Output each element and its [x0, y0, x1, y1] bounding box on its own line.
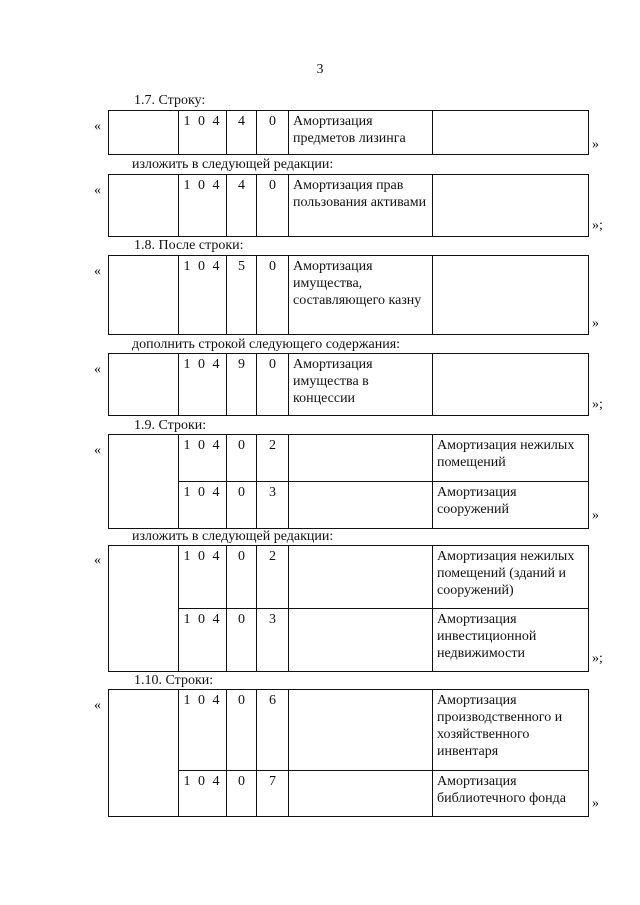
code-cell: 4 [227, 175, 257, 237]
table-old-row [108, 110, 589, 155]
code-cell: 0 [257, 111, 289, 155]
code-cell: 0 [227, 435, 257, 482]
empty-cell [289, 609, 433, 672]
empty-cell [433, 354, 589, 416]
close-quote: » [592, 137, 599, 152]
code-cell: 3 [257, 609, 289, 672]
name-cell: Амортизация имущества, составляющего казну [289, 256, 433, 335]
code-cell: 7 [257, 771, 289, 817]
code-cell: 1 0 4 [179, 609, 227, 672]
empty-cell [109, 354, 179, 416]
table-row [109, 546, 589, 609]
open-quote: « [94, 362, 101, 377]
section-heading: 1.9. Строки: [134, 418, 207, 433]
table-row [109, 771, 589, 817]
code-cell: 1 0 4 [179, 482, 227, 529]
table-old-row [108, 255, 589, 335]
close-quote: »; [592, 397, 603, 412]
code-cell: 1 0 4 [179, 354, 227, 416]
empty-cell [289, 482, 433, 529]
code-cell: 1 0 4 [179, 111, 227, 155]
table-row [109, 482, 589, 529]
close-quote: » [592, 316, 599, 331]
empty-cell [109, 690, 179, 817]
empty-cell [433, 256, 589, 335]
open-quote: « [94, 553, 101, 568]
table-old-rows [108, 689, 589, 817]
name-cell: Амортизация имущества в концессии [289, 354, 433, 416]
section-heading: 1.7. Строку: [134, 93, 206, 108]
name-cell: Амортизация прав пользования активами [289, 175, 433, 237]
open-quote: « [94, 443, 101, 458]
empty-cell [109, 546, 179, 672]
name-cell: Амортизация нежилых помещений [433, 435, 589, 482]
section-heading: 1.10. Строки: [134, 673, 214, 688]
code-cell: 0 [257, 354, 289, 416]
code-cell: 0 [227, 771, 257, 817]
close-quote: »; [592, 218, 603, 233]
code-cell: 0 [257, 256, 289, 335]
open-quote: « [94, 264, 101, 279]
empty-cell [109, 256, 179, 335]
table-row [109, 256, 589, 335]
name-cell: Амортизация предметов лизинга [289, 111, 433, 155]
code-cell: 1 0 4 [179, 690, 227, 771]
code-cell: 1 0 4 [179, 546, 227, 609]
table-old-rows [108, 434, 589, 529]
open-quote: « [94, 119, 101, 134]
code-cell: 0 [227, 609, 257, 672]
table-row [109, 609, 589, 672]
code-cell: 2 [257, 435, 289, 482]
page-number: 3 [316, 62, 324, 77]
code-cell: 3 [257, 482, 289, 529]
code-cell: 4 [227, 111, 257, 155]
empty-cell [109, 435, 179, 529]
code-cell: 1 0 4 [179, 771, 227, 817]
name-cell: Амортизация нежилых помещений (зданий и сооружений) [433, 546, 589, 609]
code-cell: 1 0 4 [179, 175, 227, 237]
table-new-row [108, 174, 589, 237]
name-cell: Амортизация производственного и хозяйственного инвентаря [433, 690, 589, 771]
code-cell: 0 [257, 175, 289, 237]
name-cell: Амортизация инвестиционной недвижимости [433, 609, 589, 672]
close-quote: » [592, 796, 599, 811]
table-new-rows [108, 545, 589, 672]
table-new-row [108, 353, 589, 416]
empty-cell [433, 111, 589, 155]
close-quote: »; [592, 651, 603, 666]
empty-cell [289, 546, 433, 609]
connector-text: дополнить строкой следующего содержания: [132, 337, 401, 352]
code-cell: 0 [227, 546, 257, 609]
table-row [109, 111, 589, 155]
empty-cell [109, 175, 179, 237]
empty-cell [289, 690, 433, 771]
table-row [109, 354, 589, 416]
name-cell: Амортизация сооружений [433, 482, 589, 529]
code-cell: 1 0 4 [179, 435, 227, 482]
section-heading: 1.8. После строки: [134, 238, 244, 253]
empty-cell [433, 175, 589, 237]
connector-text: изложить в следующей редакции: [132, 529, 334, 544]
open-quote: « [94, 183, 101, 198]
code-cell: 1 0 4 [179, 256, 227, 335]
open-quote: « [94, 698, 101, 713]
code-cell: 2 [257, 546, 289, 609]
empty-cell [289, 771, 433, 817]
table-row [109, 435, 589, 482]
table-row [109, 175, 589, 237]
connector-text: изложить в следующей редакции: [132, 157, 334, 172]
code-cell: 0 [227, 482, 257, 529]
empty-cell [109, 111, 179, 155]
code-cell: 9 [227, 354, 257, 416]
empty-cell [289, 435, 433, 482]
close-quote: » [592, 508, 599, 523]
code-cell: 6 [257, 690, 289, 771]
code-cell: 5 [227, 256, 257, 335]
code-cell: 0 [227, 690, 257, 771]
name-cell: Амортизация библиотечного фонда [433, 771, 589, 817]
table-row [109, 690, 589, 771]
